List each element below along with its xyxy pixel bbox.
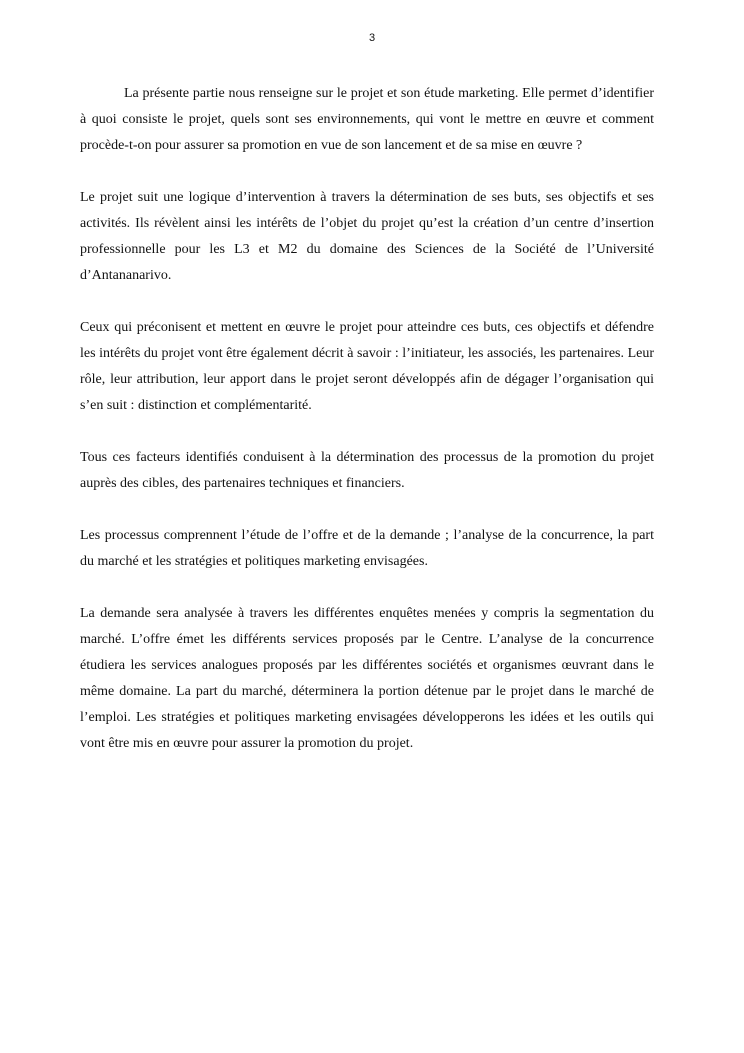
paragraph-processes: Les processus comprennent l’étude de l’offre et de la demande ; l’analyse de la concurrence, la part du marché et les stratégies et politiques marketing envisagées. [80,528,654,569]
paragraph-intro: La présente partie nous renseigne sur le projet et son étude marketing. Elle permet d’identifier à quoi consiste le projet, quels sont ses environnements, qui vont le mettre en œuvre et comment procède-t-on pour assurer sa promotion en vue de son lancement et de sa mise en œuvre ? [80,86,654,153]
paragraph-logic: Le projet suit une logique d’intervention à travers la détermination de ses buts, ses objectifs et ses activités. Ils révèlent ainsi les intérêts de l’objet du projet qu’est la création d’un centre d’insertion professionnelle pour les L3 et M2 du domaine des Sciences de la Société de l’Université d’Antananarivo. [80,190,654,283]
document-body [80,81,654,783]
paragraph-factors: Tous ces facteurs identifiés conduisent à la détermination des processus de la promotion du projet auprès des cibles, des partenaires techniques et financiers. [80,450,654,491]
paragraph-actors: Ceux qui préconisent et mettent en œuvre le projet pour atteindre ces buts, ces objectifs et défendre les intérêts du projet vont être également décrit à savoir : l’initiateur, les associés, les partenaires. Leur rôle, leur attribution, leur apport dans le projet seront développés afin de dégager l’organisation qui s’en suit : distinction et complémentarité. [80,320,654,413]
page-number: 3 [368,32,376,44]
paragraph-demand: La demande sera analysée à travers les différentes enquêtes menées y compris la segmentation du marché. L’offre émet les différents services proposés par le Centre. L’analyse de la concurrence étudiera les services analogues proposés par les différentes sociétés et organismes œuvrant dans le même domaine. La part du marché, déterminera la portion détenue par le projet dans le marché de l’emploi. Les stratégies et politiques marketing envisagées développerons les idées et les outils qui vont être mis en œuvre pour assurer la promotion du projet. [80,606,654,751]
